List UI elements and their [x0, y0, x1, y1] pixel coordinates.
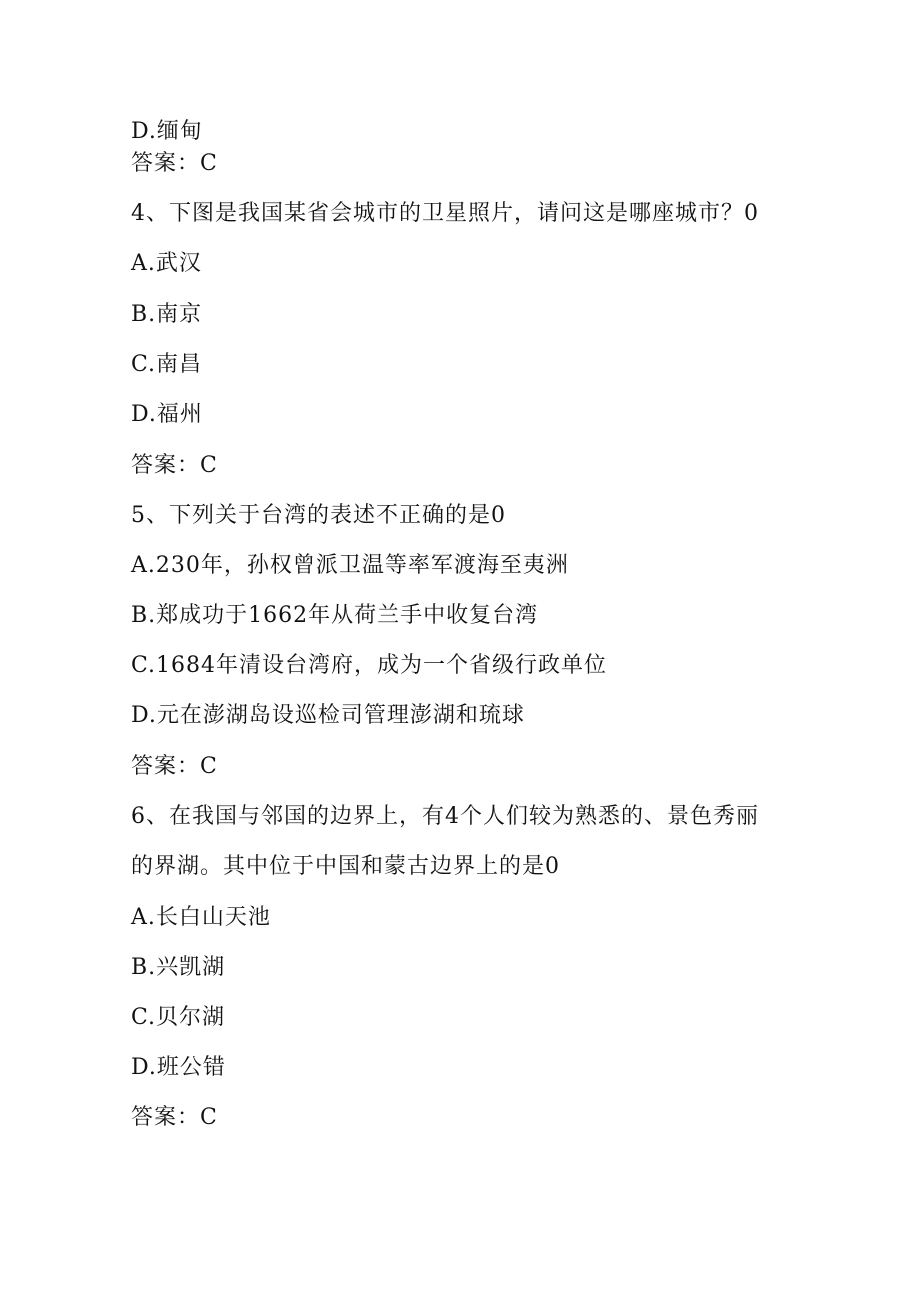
- q4-option-d: D.福州: [131, 402, 203, 427]
- q3-option-d: D.缅甸: [131, 119, 203, 144]
- q6-option-c: C.贝尔湖: [131, 1005, 226, 1030]
- q6-stem-line1: 6、在我国与邻国的边界上，有4个人们较为熟悉的、景色秀丽: [131, 804, 759, 829]
- q5-stem: 5、下列关于台湾的表述不正确的是0: [131, 503, 506, 528]
- q4-option-a: A.武汉: [131, 251, 202, 276]
- q4-answer: 答案：C: [131, 453, 218, 478]
- q5-option-c: C.1684年清设台湾府，成为一个省级行政单位: [131, 653, 608, 678]
- q4-option-b: B.南京: [131, 302, 203, 327]
- q5-answer: 答案：C: [131, 754, 218, 779]
- q6-answer: 答案：C: [131, 1105, 218, 1130]
- q5-option-d: D.元在澎湖岛设巡检司管理澎湖和琉球: [131, 703, 525, 728]
- q6-stem-line2: 的界湖。其中位于中国和蒙古边界上的是0: [131, 854, 560, 879]
- q6-option-a: A.长白山天池: [131, 905, 271, 930]
- q4-option-c: C.南昌: [131, 352, 203, 377]
- q6-option-d: D.班公错: [131, 1055, 226, 1080]
- q5-option-a: A.230年，孙权曾派卫温等率军渡海至夷洲: [131, 553, 569, 578]
- q3-answer: 答案：C: [131, 151, 218, 176]
- q5-option-b: B.郑成功于1662年从荷兰手中收复台湾: [131, 603, 539, 628]
- q4-stem: 4、下图是我国某省会城市的卫星照片，请问这是哪座城市？0: [131, 201, 759, 226]
- q6-option-b: B.兴凯湖: [131, 955, 226, 980]
